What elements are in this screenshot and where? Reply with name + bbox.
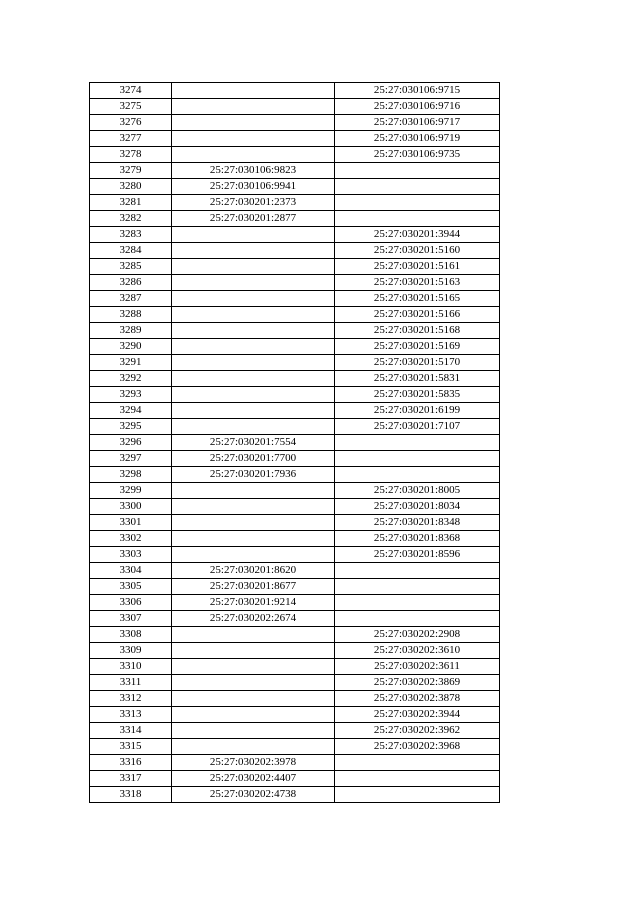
cadastral-number-cell-a: 25:27:030106:9823: [172, 163, 335, 179]
row-number-cell: 3310: [90, 659, 172, 675]
cadastral-number-cell-b: 25:27:030201:7107: [335, 419, 500, 435]
row-number-cell: 3281: [90, 195, 172, 211]
cadastral-number-cell-a: [172, 355, 335, 371]
table-row: [90, 691, 500, 707]
cadastral-number-cell-b: 25:27:030201:8034: [335, 499, 500, 515]
cadastral-number-cell-b: 25:27:030201:8005: [335, 483, 500, 499]
table-row: [90, 771, 500, 787]
cadastral-number-cell-b: 25:27:030201:8348: [335, 515, 500, 531]
row-number-cell: 3298: [90, 467, 172, 483]
table-row: [90, 211, 500, 227]
cadastral-number-cell-a: [172, 419, 335, 435]
row-number-cell: 3292: [90, 371, 172, 387]
cadastral-number-cell-a: 25:27:030201:2877: [172, 211, 335, 227]
cadastral-number-cell-a: 25:27:030201:8677: [172, 579, 335, 595]
cadastral-number-cell-a: [172, 659, 335, 675]
table-row: [90, 787, 500, 803]
cadastral-number-cell-b: 25:27:030106:9719: [335, 131, 500, 147]
row-number-cell: 3276: [90, 115, 172, 131]
cadastral-number-cell-b: 25:27:030201:5160: [335, 243, 500, 259]
cadastral-number-cell-a: [172, 499, 335, 515]
table-row: [90, 547, 500, 563]
table-row: [90, 195, 500, 211]
table-row: [90, 307, 500, 323]
table-row: [90, 499, 500, 515]
cadastral-number-cell-b: 25:27:030201:3944: [335, 227, 500, 243]
table-row: [90, 371, 500, 387]
cadastral-number-cell-a: [172, 707, 335, 723]
cadastral-number-cell-a: [172, 547, 335, 563]
row-number-cell: 3284: [90, 243, 172, 259]
row-number-cell: 3279: [90, 163, 172, 179]
cadastral-number-cell-b: [335, 451, 500, 467]
cadastral-number-cell-a: [172, 291, 335, 307]
row-number-cell: 3282: [90, 211, 172, 227]
cadastral-number-cell-a: [172, 115, 335, 131]
cadastral-number-cell-a: [172, 131, 335, 147]
cadastral-number-cell-a: [172, 739, 335, 755]
cadastral-number-cell-a: [172, 243, 335, 259]
cadastral-number-cell-b: 25:27:030201:5170: [335, 355, 500, 371]
row-number-cell: 3293: [90, 387, 172, 403]
cadastral-number-cell-a: [172, 83, 335, 99]
table-row: [90, 755, 500, 771]
table-row: [90, 531, 500, 547]
cadastral-number-cell-a: [172, 531, 335, 547]
cadastral-number-cell-a: [172, 371, 335, 387]
table-row: [90, 323, 500, 339]
table-row: [90, 355, 500, 371]
cadastral-number-cell-a: [172, 323, 335, 339]
row-number-cell: 3303: [90, 547, 172, 563]
cadastral-number-cell-a: 25:27:030202:4407: [172, 771, 335, 787]
cadastral-number-cell-a: [172, 691, 335, 707]
cadastral-number-cell-a: [172, 643, 335, 659]
row-number-cell: 3304: [90, 563, 172, 579]
cadastral-number-cell-a: [172, 675, 335, 691]
table-row: [90, 627, 500, 643]
cadastral-number-cell-b: 25:27:030201:5163: [335, 275, 500, 291]
cadastral-number-cell-a: [172, 387, 335, 403]
cadastral-number-cell-b: [335, 211, 500, 227]
cadastral-number-cell-a: 25:27:030201:7936: [172, 467, 335, 483]
cadastral-number-cell-b: [335, 563, 500, 579]
cadastral-number-cell-b: [335, 195, 500, 211]
row-number-cell: 3287: [90, 291, 172, 307]
table-row: [90, 675, 500, 691]
cadastral-number-cell-a: 25:27:030201:9214: [172, 595, 335, 611]
cadastral-number-cell-b: 25:27:030202:3611: [335, 659, 500, 675]
cadastral-number-cell-a: [172, 307, 335, 323]
row-number-cell: 3289: [90, 323, 172, 339]
row-number-cell: 3302: [90, 531, 172, 547]
table-row: [90, 595, 500, 611]
cadastral-number-cell-b: 25:27:030202:3944: [335, 707, 500, 723]
cadastral-number-cell-b: [335, 595, 500, 611]
row-number-cell: 3274: [90, 83, 172, 99]
cadastral-number-cell-b: [335, 579, 500, 595]
row-number-cell: 3305: [90, 579, 172, 595]
table-row: [90, 403, 500, 419]
table-row: [90, 83, 500, 99]
row-number-cell: 3307: [90, 611, 172, 627]
cadastral-number-cell-a: [172, 227, 335, 243]
cadastral-number-cell-a: [172, 723, 335, 739]
cadastral-number-cell-b: 25:27:030202:3878: [335, 691, 500, 707]
cadastral-number-cell-b: 25:27:030201:8368: [335, 531, 500, 547]
cadastral-number-cell-a: 25:27:030201:7700: [172, 451, 335, 467]
row-number-cell: 3278: [90, 147, 172, 163]
row-number-cell: 3286: [90, 275, 172, 291]
table-row: [90, 515, 500, 531]
row-number-cell: 3285: [90, 259, 172, 275]
cadastral-number-cell-a: [172, 147, 335, 163]
cadastral-number-cell-a: [172, 627, 335, 643]
cadastral-number-cell-a: 25:27:030201:8620: [172, 563, 335, 579]
cadastral-number-cell-b: 25:27:030201:5169: [335, 339, 500, 355]
cadastral-number-cell-b: 25:27:030201:5166: [335, 307, 500, 323]
table-row: [90, 339, 500, 355]
cadastral-number-cell-b: 25:27:030201:5835: [335, 387, 500, 403]
table-row: [90, 467, 500, 483]
row-number-cell: 3283: [90, 227, 172, 243]
row-number-cell: 3300: [90, 499, 172, 515]
table-row: [90, 275, 500, 291]
cadastral-number-cell-b: 25:27:030201:8596: [335, 547, 500, 563]
table-row: [90, 435, 500, 451]
cadastral-number-cell-b: 25:27:030202:3962: [335, 723, 500, 739]
row-number-cell: 3306: [90, 595, 172, 611]
table-row: [90, 563, 500, 579]
cadastral-number-cell-b: 25:27:030201:6199: [335, 403, 500, 419]
row-number-cell: 3277: [90, 131, 172, 147]
table-row: [90, 179, 500, 195]
table-row: [90, 659, 500, 675]
row-number-cell: 3294: [90, 403, 172, 419]
cadastral-number-cell-b: 25:27:030201:5161: [335, 259, 500, 275]
row-number-cell: 3311: [90, 675, 172, 691]
table-row: [90, 131, 500, 147]
table-row: [90, 579, 500, 595]
cadastral-number-cell-a: 25:27:030106:9941: [172, 179, 335, 195]
cadastral-number-cell-a: [172, 403, 335, 419]
table-row: [90, 723, 500, 739]
row-number-cell: 3299: [90, 483, 172, 499]
cadastral-number-cell-a: [172, 99, 335, 115]
cadastral-number-cell-b: 25:27:030106:9717: [335, 115, 500, 131]
table-body: [90, 83, 500, 803]
cadastral-number-cell-a: 25:27:030202:3978: [172, 755, 335, 771]
row-number-cell: 3296: [90, 435, 172, 451]
cadastral-number-cell-b: [335, 467, 500, 483]
row-number-cell: 3318: [90, 787, 172, 803]
table-row: [90, 707, 500, 723]
row-number-cell: 3317: [90, 771, 172, 787]
cadastral-number-cell-a: [172, 275, 335, 291]
table-row: [90, 147, 500, 163]
table-row: [90, 387, 500, 403]
row-number-cell: 3290: [90, 339, 172, 355]
cadastral-number-cell-b: 25:27:030202:3869: [335, 675, 500, 691]
row-number-cell: 3275: [90, 99, 172, 115]
row-number-cell: 3316: [90, 755, 172, 771]
row-number-cell: 3288: [90, 307, 172, 323]
table-row: [90, 483, 500, 499]
row-number-cell: 3297: [90, 451, 172, 467]
cadastral-number-cell-a: [172, 259, 335, 275]
table-row: [90, 99, 500, 115]
cadastral-number-cell-b: [335, 163, 500, 179]
row-number-cell: 3315: [90, 739, 172, 755]
cadastral-number-cell-b: 25:27:030201:5831: [335, 371, 500, 387]
row-number-cell: 3313: [90, 707, 172, 723]
row-number-cell: 3301: [90, 515, 172, 531]
cadastral-number-cell-b: 25:27:030201:5168: [335, 323, 500, 339]
cadastral-number-cell-b: [335, 435, 500, 451]
cadastral-number-cell-b: 25:27:030202:3968: [335, 739, 500, 755]
cadastral-number-cell-b: 25:27:030106:9716: [335, 99, 500, 115]
cadastral-table: [89, 82, 500, 803]
table-row: [90, 451, 500, 467]
cadastral-number-cell-b: [335, 787, 500, 803]
row-number-cell: 3308: [90, 627, 172, 643]
cadastral-number-cell-a: [172, 339, 335, 355]
table-row: [90, 643, 500, 659]
cadastral-number-cell-b: 25:27:030201:5165: [335, 291, 500, 307]
row-number-cell: 3314: [90, 723, 172, 739]
cadastral-number-cell-b: [335, 611, 500, 627]
row-number-cell: 3295: [90, 419, 172, 435]
row-number-cell: 3309: [90, 643, 172, 659]
table-row: [90, 611, 500, 627]
cadastral-number-cell-a: 25:27:030202:2674: [172, 611, 335, 627]
cadastral-number-cell-b: 25:27:030202:3610: [335, 643, 500, 659]
table-row: [90, 291, 500, 307]
cadastral-number-cell-b: 25:27:030202:2908: [335, 627, 500, 643]
table-row: [90, 115, 500, 131]
cadastral-number-cell-a: 25:27:030201:7554: [172, 435, 335, 451]
table-row: [90, 163, 500, 179]
table-row: [90, 739, 500, 755]
cadastral-number-cell-b: [335, 771, 500, 787]
table-row: [90, 419, 500, 435]
row-number-cell: 3291: [90, 355, 172, 371]
cadastral-number-cell-a: [172, 515, 335, 531]
row-number-cell: 3312: [90, 691, 172, 707]
row-number-cell: 3280: [90, 179, 172, 195]
cadastral-number-cell-b: [335, 179, 500, 195]
cadastral-number-cell-a: 25:27:030201:2373: [172, 195, 335, 211]
cadastral-number-cell-b: 25:27:030106:9715: [335, 83, 500, 99]
cadastral-number-cell-a: [172, 483, 335, 499]
cadastral-number-cell-b: 25:27:030106:9735: [335, 147, 500, 163]
cadastral-number-cell-b: [335, 755, 500, 771]
table-row: [90, 259, 500, 275]
cadastral-number-cell-a: 25:27:030202:4738: [172, 787, 335, 803]
table-row: [90, 243, 500, 259]
table-row: [90, 227, 500, 243]
